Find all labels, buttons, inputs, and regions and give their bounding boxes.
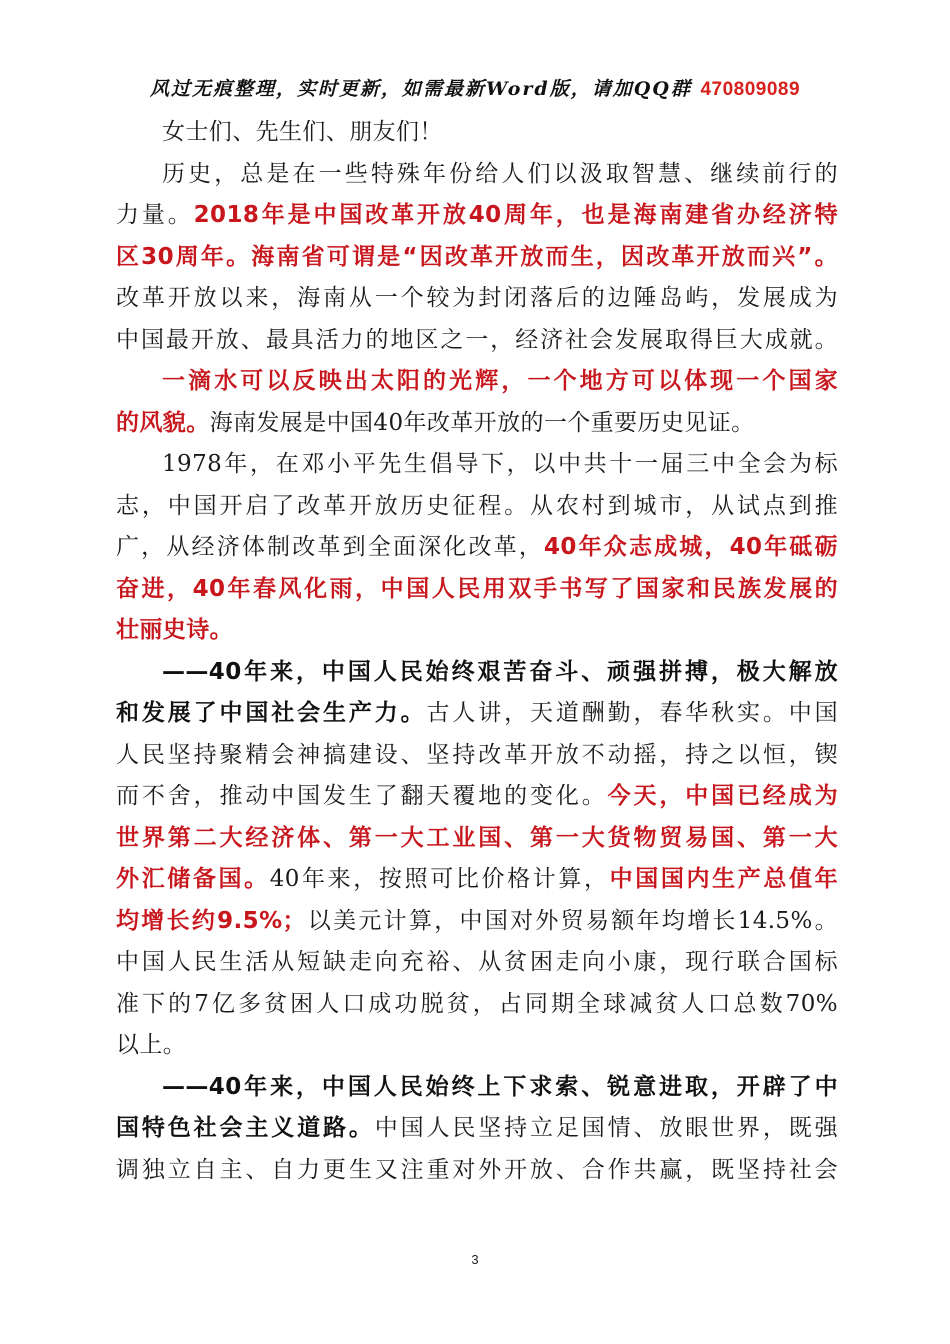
bold-text: 国特色社会主义道路。 bbox=[116, 1115, 375, 1141]
emphasis-text: 世界第二大经济体、第一大工业国、第一大货物贸易国、第一大 bbox=[116, 824, 838, 851]
emphasis-text: 区30周年。海南省可谓是“因改革开放而生，因改革开放而兴”。 bbox=[116, 243, 838, 270]
body-text: 改革开放以来，海南从一个较为封闭落后的边陲岛屿，发展成为 bbox=[116, 285, 838, 311]
body-text: 40年来，按照可比价格计算， bbox=[269, 866, 610, 892]
text-line bbox=[116, 1067, 838, 1109]
text-line bbox=[116, 1108, 838, 1150]
text-line bbox=[116, 818, 838, 860]
text-line bbox=[116, 361, 838, 403]
bold-text: ——40年来，中国人民始终上下求索、锐意进取，开辟了中 bbox=[162, 1073, 838, 1100]
body-text: 中国人民生活从短缺走向充裕、从贫困走向小康，现行联合国标 bbox=[116, 949, 838, 975]
body-text: 准下的7亿多贫困人口成功脱贫，占同期全球减贫人口总数70% bbox=[116, 990, 838, 1017]
text-line bbox=[116, 403, 838, 445]
body-text: 而不舍，推动中国发生了翻天覆地的变化。 bbox=[116, 783, 608, 809]
emphasis-text: 中国国内生产总值年 bbox=[609, 866, 838, 892]
emphasis-text: 一滴水可以反映出太阳的光辉，一个地方可以体现一个国家 bbox=[162, 368, 838, 394]
body-text: 中国最开放、最具活力的地区之一，经济社会发展取得巨大成就。 bbox=[116, 326, 838, 353]
body-text: 力量。 bbox=[116, 202, 194, 228]
page-number: 3 bbox=[471, 1252, 479, 1267]
text-line bbox=[116, 859, 838, 901]
emphasis-text: 2018年是中国改革开放40周年，也是海南建省办经济特 bbox=[193, 202, 838, 228]
emphasis-text: 均增长约9.5%； bbox=[116, 907, 306, 934]
text-line bbox=[116, 901, 838, 943]
emphasis-text: 40年众志成城，40年砥砺 bbox=[544, 534, 838, 560]
body-text: 1978年，在邓小平先生倡导下，以中共十一届三中全会为标 bbox=[162, 451, 838, 477]
text-line bbox=[116, 735, 838, 777]
text-line bbox=[116, 444, 838, 486]
bold-text: ——40年来，中国人民始终艰苦奋斗、顽强拼搏，极大解放 bbox=[162, 658, 838, 685]
emphasis-text: 今天，中国已经成为 bbox=[607, 783, 838, 809]
text-line bbox=[116, 652, 838, 694]
text-line bbox=[116, 112, 838, 154]
emphasis-text: 壮丽史诗。 bbox=[116, 617, 233, 643]
page-header bbox=[0, 74, 950, 101]
text-line bbox=[116, 486, 838, 528]
text-line bbox=[116, 527, 838, 569]
text-line bbox=[116, 237, 838, 279]
text-line bbox=[116, 693, 838, 735]
emphasis-text: 奋进，40年春风化雨，中国人民用双手书写了国家和民族发展的 bbox=[116, 575, 838, 602]
text-line bbox=[116, 942, 838, 984]
text-line bbox=[116, 569, 838, 611]
text-line bbox=[116, 1150, 838, 1192]
body-text: 古人讲，天道酬勤，春华秋实。中国 bbox=[426, 700, 838, 726]
text-line bbox=[116, 154, 838, 196]
header-text: 风过无痕整理，实时更新，如需最新Word版，请加QQ群 bbox=[149, 78, 701, 100]
body-text: 女士们、先生们、朋友们！ bbox=[162, 119, 443, 145]
body-text: 调独立自主、自力更生又注重对外开放、合作共赢，既坚持社会 bbox=[116, 1156, 838, 1183]
body-text: 以上。 bbox=[116, 1032, 187, 1058]
text-line bbox=[116, 1025, 838, 1067]
body-text: 海南发展是中国40年改革开放的一个重要历史见证。 bbox=[209, 409, 755, 436]
body-text: 中国人民坚持立足国情、放眼世界，既强 bbox=[374, 1115, 838, 1141]
text-line bbox=[116, 610, 838, 652]
emphasis-text: 的风貌。 bbox=[116, 409, 210, 436]
text-line bbox=[116, 278, 838, 320]
body-text: 人民坚持聚精会神搞建设、坚持改革开放不动摇，持之以恒，锲 bbox=[116, 741, 838, 768]
body-text: 志，中国开启了改革开放历史征程。从农村到城市，从试点到推 bbox=[116, 492, 838, 519]
header-qq-number: 470809089 bbox=[700, 79, 801, 100]
text-line bbox=[116, 320, 838, 362]
text-line bbox=[116, 984, 838, 1026]
emphasis-text: 外汇储备国。 bbox=[116, 866, 270, 892]
text-line bbox=[116, 776, 838, 818]
bold-text: 和发展了中国社会生产力。 bbox=[116, 700, 427, 726]
body-text: 以美元计算，中国对外贸易额年均增长14.5%。 bbox=[305, 907, 838, 934]
body-text: 广，从经济体制改革到全面深化改革， bbox=[116, 534, 545, 560]
body-text: 历史，总是在一些特殊年份给人们以汲取智慧、继续前行的 bbox=[162, 160, 838, 187]
text-line bbox=[116, 195, 838, 237]
document-body bbox=[116, 112, 838, 1191]
